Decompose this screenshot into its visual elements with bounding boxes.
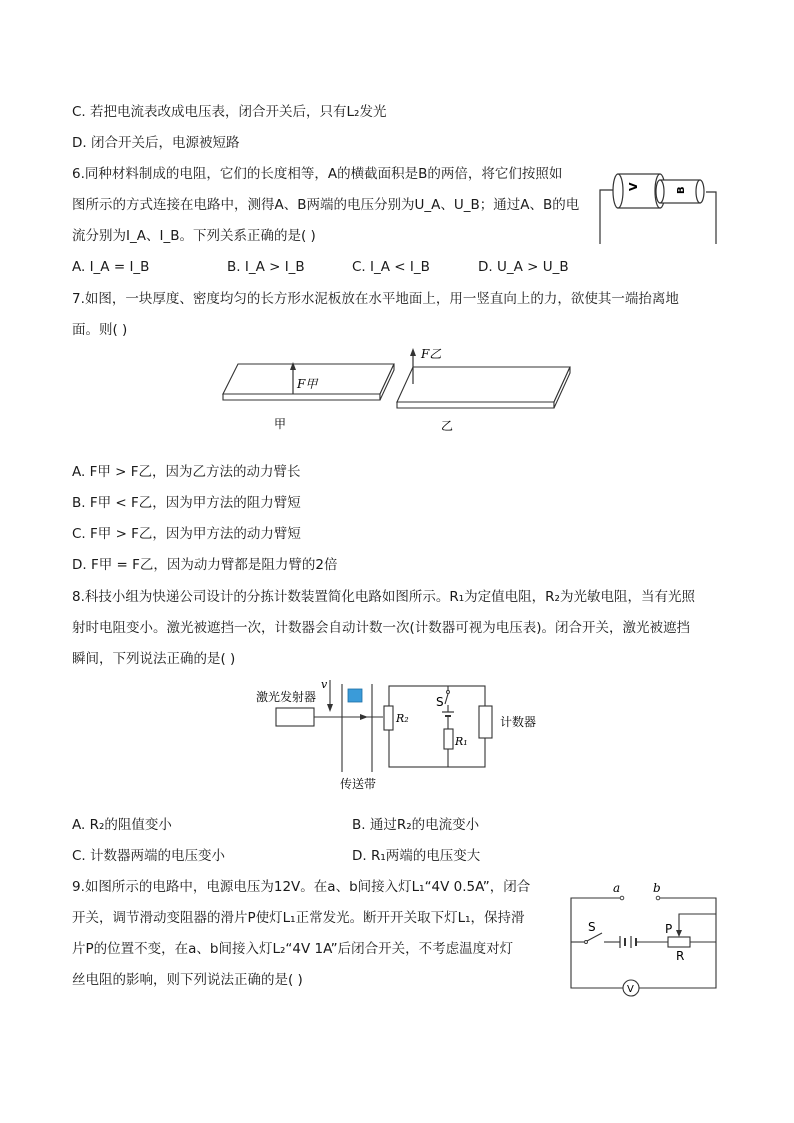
- q5-option-c: C. 若把电流表改成电压表，闭合开关后，只有L₂发光: [72, 104, 387, 120]
- rheostat-r: [668, 937, 690, 947]
- voltmeter-label: V: [627, 984, 634, 995]
- conveyor-label: 传送带: [340, 777, 377, 791]
- label-jia: 甲: [274, 417, 287, 431]
- switch-s-label: S: [588, 920, 596, 934]
- force-jia-label: F甲: [297, 377, 318, 391]
- resistor-b-label: B: [676, 186, 687, 194]
- q7-figure-slabs: [218, 340, 578, 438]
- q6-figure-resistors: [596, 160, 726, 248]
- q8-option-d: D. R₁两端的电压变大: [352, 848, 481, 864]
- parcel-box: [348, 689, 362, 702]
- q5-option-d: D. 闭合开关后，电源被短路: [72, 135, 240, 151]
- terminal-b: [656, 896, 660, 900]
- q6-option-d: D. U_A > U_B: [478, 259, 569, 275]
- switch-s: [587, 933, 602, 941]
- q8-option-b: B. 通过R₂的电流变小: [352, 817, 480, 833]
- rheostat-r-label: R: [676, 949, 685, 963]
- q8-figure-sorting-circuit: [250, 674, 550, 792]
- counter-label: 计数器: [500, 715, 537, 729]
- slider-p: [679, 914, 716, 932]
- force-yi-label: F乙: [421, 347, 442, 361]
- q7-stem-line1: 7.如图，一块厚度、密度均匀的长方形水泥板放在水平地面上，用一竖直向上的力，欲使其一端抬离地: [72, 291, 679, 307]
- q7-option-c: C. F甲 > F乙，因为甲方法的动力臂短: [72, 526, 301, 542]
- q8-stem-line3: 瞬间，下列说法正确的是( ): [72, 651, 236, 667]
- r1-label: R₁: [455, 735, 468, 748]
- q8-option-c: C. 计数器两端的电压变小: [72, 848, 226, 864]
- q7-stem-line2: 面。则( ): [72, 322, 128, 338]
- q9-stem-line1: 9.如图所示的电路中，电源电压为12V。在a、b间接入灯L₁“4V 0.5A”，闭合: [72, 879, 531, 895]
- q7-option-a: A. F甲 > F乙，因为乙方法的动力臂长: [72, 464, 301, 480]
- switch-s-label: S: [436, 695, 444, 709]
- r2-photoresistor: [384, 706, 393, 730]
- slider-p-label: P: [665, 922, 673, 936]
- velocity-label: v: [321, 678, 328, 691]
- q6-option-a: A. I_A = I_B: [72, 259, 150, 275]
- slab-yi: [397, 367, 570, 408]
- resistor-a-label: V: [627, 182, 640, 191]
- q9-stem-line2: 开关，调节滑动变阻器的滑片P使灯L₁正常发光。断开开关取下灯L₁，保持滑: [72, 910, 525, 926]
- laser-emitter-label: 激光发射器: [256, 690, 317, 704]
- q7-option-b: B. F甲 < F乙，因为甲方法的阻力臂短: [72, 495, 301, 511]
- terminal-a-label: a: [613, 881, 621, 895]
- r2-label: R₂: [396, 712, 409, 725]
- q6-option-c: C. I_A < I_B: [352, 259, 430, 275]
- switch-s: [445, 694, 448, 704]
- q6-stem-line3: 流分别为I_A、I_B。下列关系正确的是( ): [72, 228, 316, 244]
- q7-option-d: D. F甲 = F乙，因为动力臂都是阻力臂的2倍: [72, 557, 338, 573]
- q9-stem-line4: 丝电阻的影响，则下列说法正确的是( ): [72, 972, 303, 988]
- r1-resistor: [444, 729, 453, 749]
- q9-figure-circuit: [566, 880, 722, 998]
- q9-stem-line3: 片P的位置不变，在a、b间接入灯L₂“4V 1A”后闭合开关，不考虑温度对灯: [72, 941, 514, 957]
- laser-emitter: [276, 708, 314, 726]
- terminal-b-label: b: [653, 881, 661, 895]
- q8-stem-line2: 射时电阻变小。激光被遮挡一次，计数器会自动计数一次(计数器可视为电压表)。闭合开关，激光被遮挡: [72, 620, 691, 636]
- q8-stem-line1: 8.科技小组为快递公司设计的分拣计数装置简化电路如图所示。R₁为定值电阻，R₂为光敏电阻，当有光照: [72, 589, 695, 605]
- label-yi: 乙: [441, 419, 454, 433]
- counter-device: [479, 706, 492, 738]
- q6-stem-line2: 图所示的方式连接在电路中，测得A、B两端的电压分别为U_A、U_B；通过A、B的电: [72, 197, 580, 213]
- q6-stem-line1: 6.同种材料制成的电阻，它们的长度相等，A的横截面积是B的两倍，将它们按照如: [72, 166, 563, 182]
- terminal-a: [620, 896, 624, 900]
- q8-option-a: A. R₂的阻值变小: [72, 817, 172, 833]
- q6-option-b: B. I_A > I_B: [227, 259, 305, 275]
